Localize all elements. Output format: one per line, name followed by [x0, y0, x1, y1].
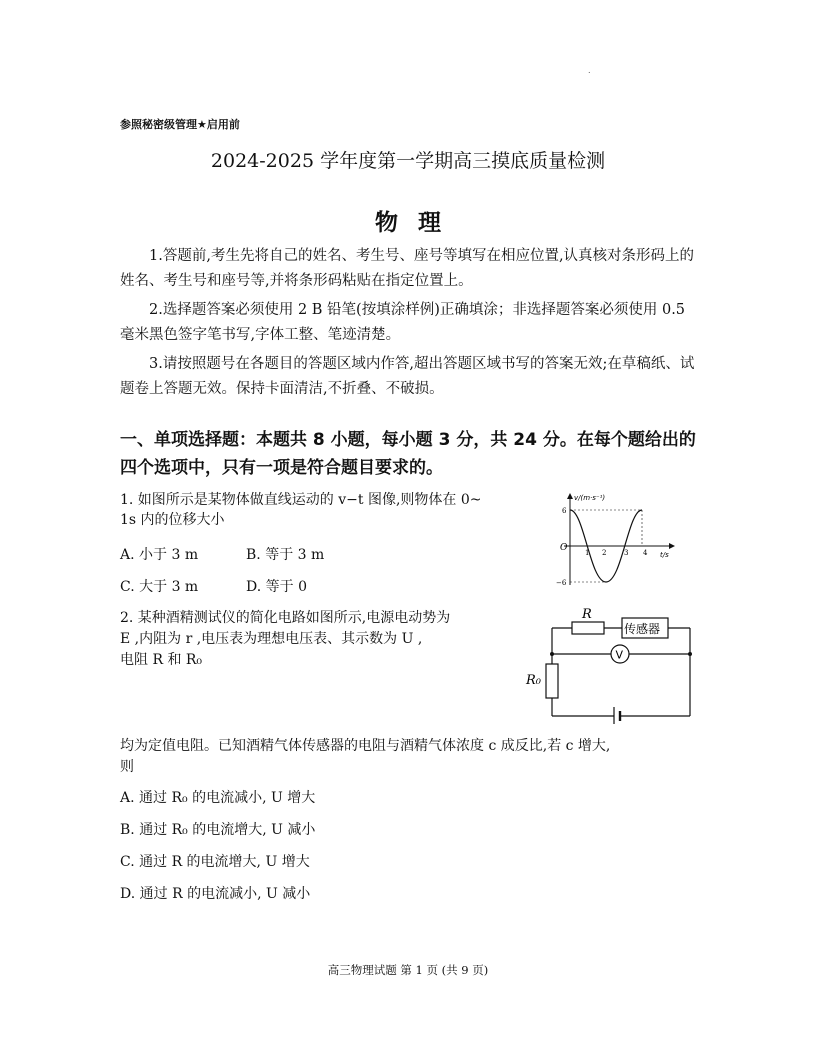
- corner-mark: .: [588, 66, 591, 75]
- resistor-r: [572, 622, 604, 634]
- q2-stem-line5: 则: [120, 759, 134, 775]
- q2-option-b: B. 通过 R₀ 的电流增大, U 减小: [120, 822, 316, 838]
- secret-label: 参照秘密级管理★启用前: [120, 118, 240, 131]
- sensor-label: 传感器: [624, 622, 661, 636]
- q2-option-c: C. 通过 R 的电流增大, U 增大: [120, 854, 310, 870]
- graph-y-tick-6: 6: [562, 507, 567, 515]
- exam-title: 2024-2025 学年度第一学期高三摸底质量检测: [210, 150, 606, 172]
- q2-option-d: D. 通过 R 的电流减小, U 减小: [120, 886, 311, 902]
- graph-x-tick-2: 2: [602, 549, 607, 557]
- q1-stem-line1: 1. 如图所示是某物体做直线运动的 v−t 图像,则物体在 0~: [120, 492, 482, 508]
- q2-stem-line3: 电阻 R 和 R₀: [120, 652, 203, 668]
- q2-option-a: A. 通过 R₀ 的电流减小, U 增大: [120, 790, 316, 806]
- graph-origin: O: [560, 543, 568, 553]
- graph-x-tick-4: 4: [643, 549, 648, 557]
- graph-y-tick-neg6: −6: [556, 579, 567, 587]
- instruction-2: 2.选择题答案必须使用 2 B 铅笔(按填涂样例)正确填涂；非选择题答案必须使用 0.5 毫米黑色签字笔书写,字体工整、笔迹清楚。: [120, 302, 686, 343]
- voltmeter-label: V: [615, 648, 624, 662]
- graph-x-tick-1: 1: [585, 549, 590, 557]
- instruction-1: 1.答题前,考生先将自己的姓名、考生号、座号等填写在相应位置,认真核对条形码上的姓名、考生号和座号等,并将条形码粘贴在指定位置上。: [120, 248, 695, 289]
- page-footer: 高三物理试题 第 1 页 (共 9 页): [327, 963, 489, 977]
- q1-option-b: B. 等于 3 m: [246, 547, 325, 563]
- instruction-3: 3.请按照题号在各题目的答题区域内作答,超出答题区域书写的答案无效;在草稿纸、试题卷上答题无效。保持卡面清洁,不折叠、不破损。: [120, 356, 695, 397]
- circuit-diagram: [522, 604, 702, 724]
- vt-graph: [550, 490, 680, 590]
- q2-stem-line2: E ,内阻为 r ,电压表为理想电压表、其示数为 U ,: [120, 631, 423, 647]
- q2-stem-line4: 均为定值电阻。已知酒精气体传感器的电阻与酒精气体浓度 c 成反比,若 c 增大,: [120, 738, 611, 754]
- section-heading: 一、单项选择题：本题共 8 小题，每小题 3 分，共 24 分。在每个题给出的四个选项中，只有一项是符合题目要求的。: [120, 430, 696, 478]
- q1-option-d: D. 等于 0: [246, 579, 307, 595]
- q1-stem-line2: 1s 内的位移大小: [120, 512, 225, 528]
- resistor-r0-label: R₀: [526, 673, 541, 688]
- q1-option-a: A. 小于 3 m: [120, 547, 199, 563]
- graph-x-label: t/s: [660, 551, 669, 559]
- graph-y-label: v/(m·s⁻¹): [574, 494, 606, 502]
- q2-stem-line1: 2. 某种酒精测试仪的简化电路如图所示,电源电动势为: [120, 610, 451, 626]
- graph-x-tick-3: 3: [624, 549, 629, 557]
- resistor-r-label: R: [582, 607, 592, 622]
- subject-title: 物理: [375, 209, 461, 236]
- q1-option-c: C. 大于 3 m: [120, 579, 199, 595]
- resistor-r0: [546, 664, 558, 698]
